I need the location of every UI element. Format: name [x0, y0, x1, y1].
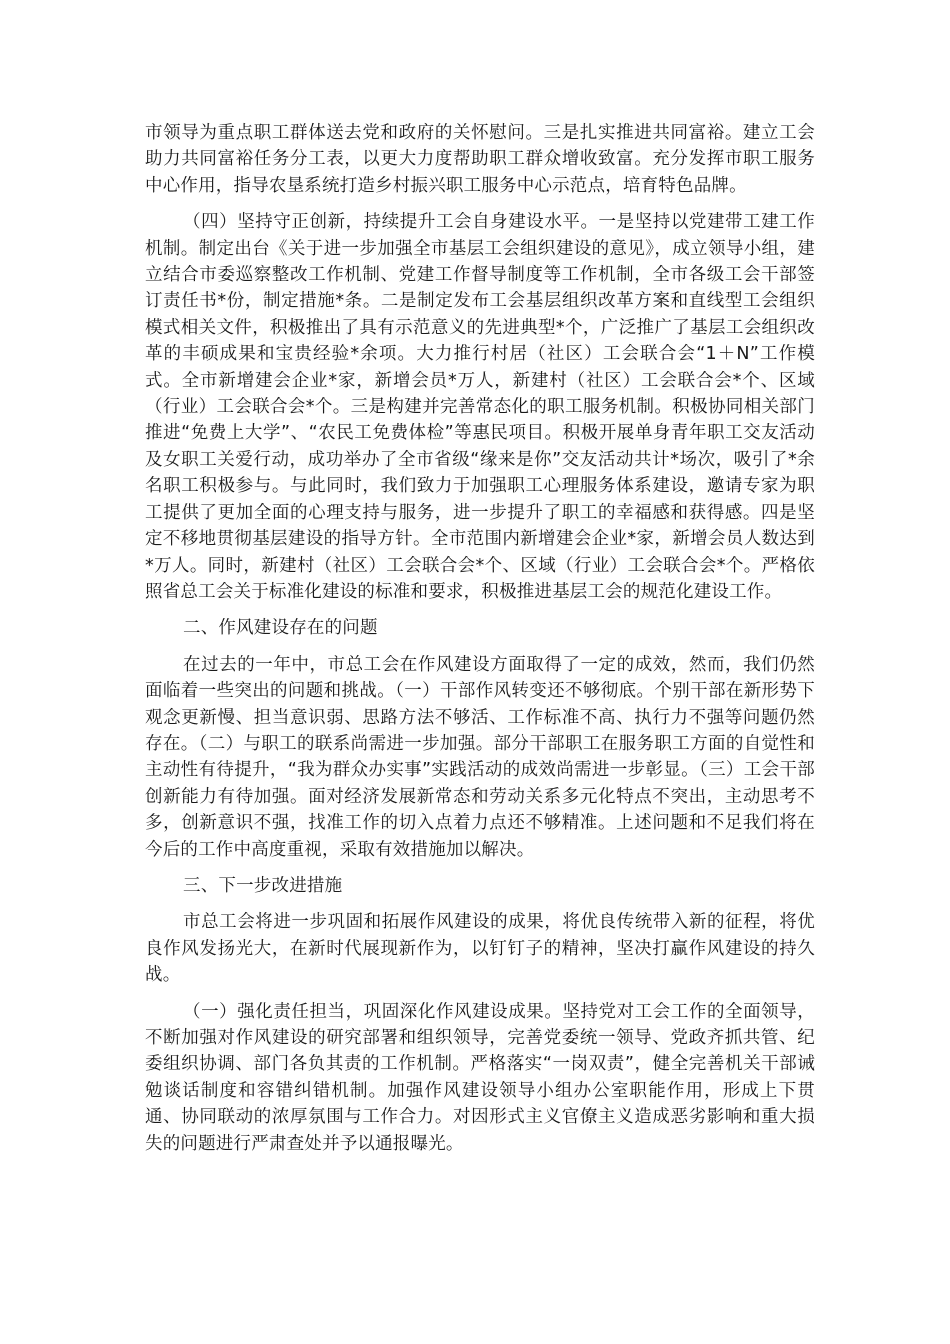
- paragraph-2: （四）坚持守正创新，持续提升工会自身建设水平。一是坚持以党建带工建工作机制。制定出台《关于进一步加强全市基层工会组织建设的意见》，成立领导小组，建立结合市委巡察整改工作机制、党建工作督导制度等工作机制，全市各级工会干部签订责任书*份，制定措施*条。二是制定发布工会基层组织改革方案和直线型工会组织模式相关文件，积极推出了具有示范意义的先进典型*个，广泛推广了基层工会组织改革的丰硕成果和宝贵经验*余项。大力推行村居（社区）工会联合会“1＋N”工作模式。全市新增建会企业*家，新增会员*万人，新建村（社区）工会联合会*个、区域（行业）工会联合会*个。三是构建并完善常态化的职工服务机制。积极协同相关部门推进“免费上大学”、“农民工免费体检”等惠民项目。积极开展单身青年职工交友活动及女职工关爱行动，成功举办了全市省级“缘来是你”交友活动共计*场次，吸引了*余名职工积极参与。与此同时，我们致力于加强职工心理服务体系建设，邀请专家为职工提供了更加全面的心理支持与服务，进一步提升了职工的幸福感和获得感。四是坚定不移地贯彻基层建设的指导方针。全市范围内新增建会企业*家，新增会员人数达到*万人。同时，新建村（社区）工会联合会*个、区域（行业）工会联合会*个。严格依照省总工会关于标准化建设的标准和要求，积极推进基层工会的规范化建设工作。: [145, 212, 815, 602]
- paragraph-4: 市总工会将进一步巩固和拓展作风建设的成果，将优良传统带入新的征程，将优良作风发扬光大，在新时代展现新作为，以钉钉子的精神，坚决打赢作风建设的持久战。: [145, 912, 815, 986]
- section-heading-problems: 二、作风建设存在的问题: [183, 618, 378, 639]
- section-heading-next-steps: 三、下一步改进措施: [183, 875, 343, 896]
- paragraph-3: 在过去的一年中，市总工会在作风建设方面取得了一定的成效，然而，我们仍然面临着一些突出的问题和挑战。（一）干部作风转变还不够彻底。个别干部在新形势下观念更新慢、担当意识弱、思路方法不够活、工作标准不高、执行力不强等问题仍然存在。（二）与职工的联系尚需进一步加强。部分干部职工在服务职工方面的自觉性和主动性有待提升，“我为群众办实事”实践活动的成效尚需进一步彰显。（三）工会干部创新能力有待加强。面对经济发展新常态和劳动关系多元化特点不突出，主动思考不多，创新意识不强，找准工作的切入点着力点还不够精准。上述问题和不足我们将在今后的工作中高度重视，采取有效措施加以解决。: [145, 654, 815, 860]
- paragraph-5: （一）强化责任担当，巩固深化作风建设成果。坚持党对工会工作的全面领导，不断加强对作风建设的研究部署和组织领导，完善党委统一领导、党政齐抓共管、纪委组织协调、部门各负其责的工作机制。严格落实“一岗双责”，健全完善机关干部诫勉谈话制度和容错纠错机制。加强作风建设领导小组办公室职能作用，形成上下贯通、协同联动的浓厚氛围与工作合力。对因形式主义官僚主义造成恶劣影响和重大损失的问题进行严肃查处并予以通报曝光。: [145, 1001, 815, 1154]
- document-body: [145, 120, 815, 1167]
- paragraph-1: 市领导为重点职工群体送去党和政府的关怀慰问。三是扎实推进共同富裕。建立工会助力共同富裕任务分工表，以更大力度帮助职工群众增收致富。充分发挥市职工服务中心作用，指导农垦系统打造乡村振兴职工服务中心示范点，培育特色品牌。: [145, 123, 815, 196]
